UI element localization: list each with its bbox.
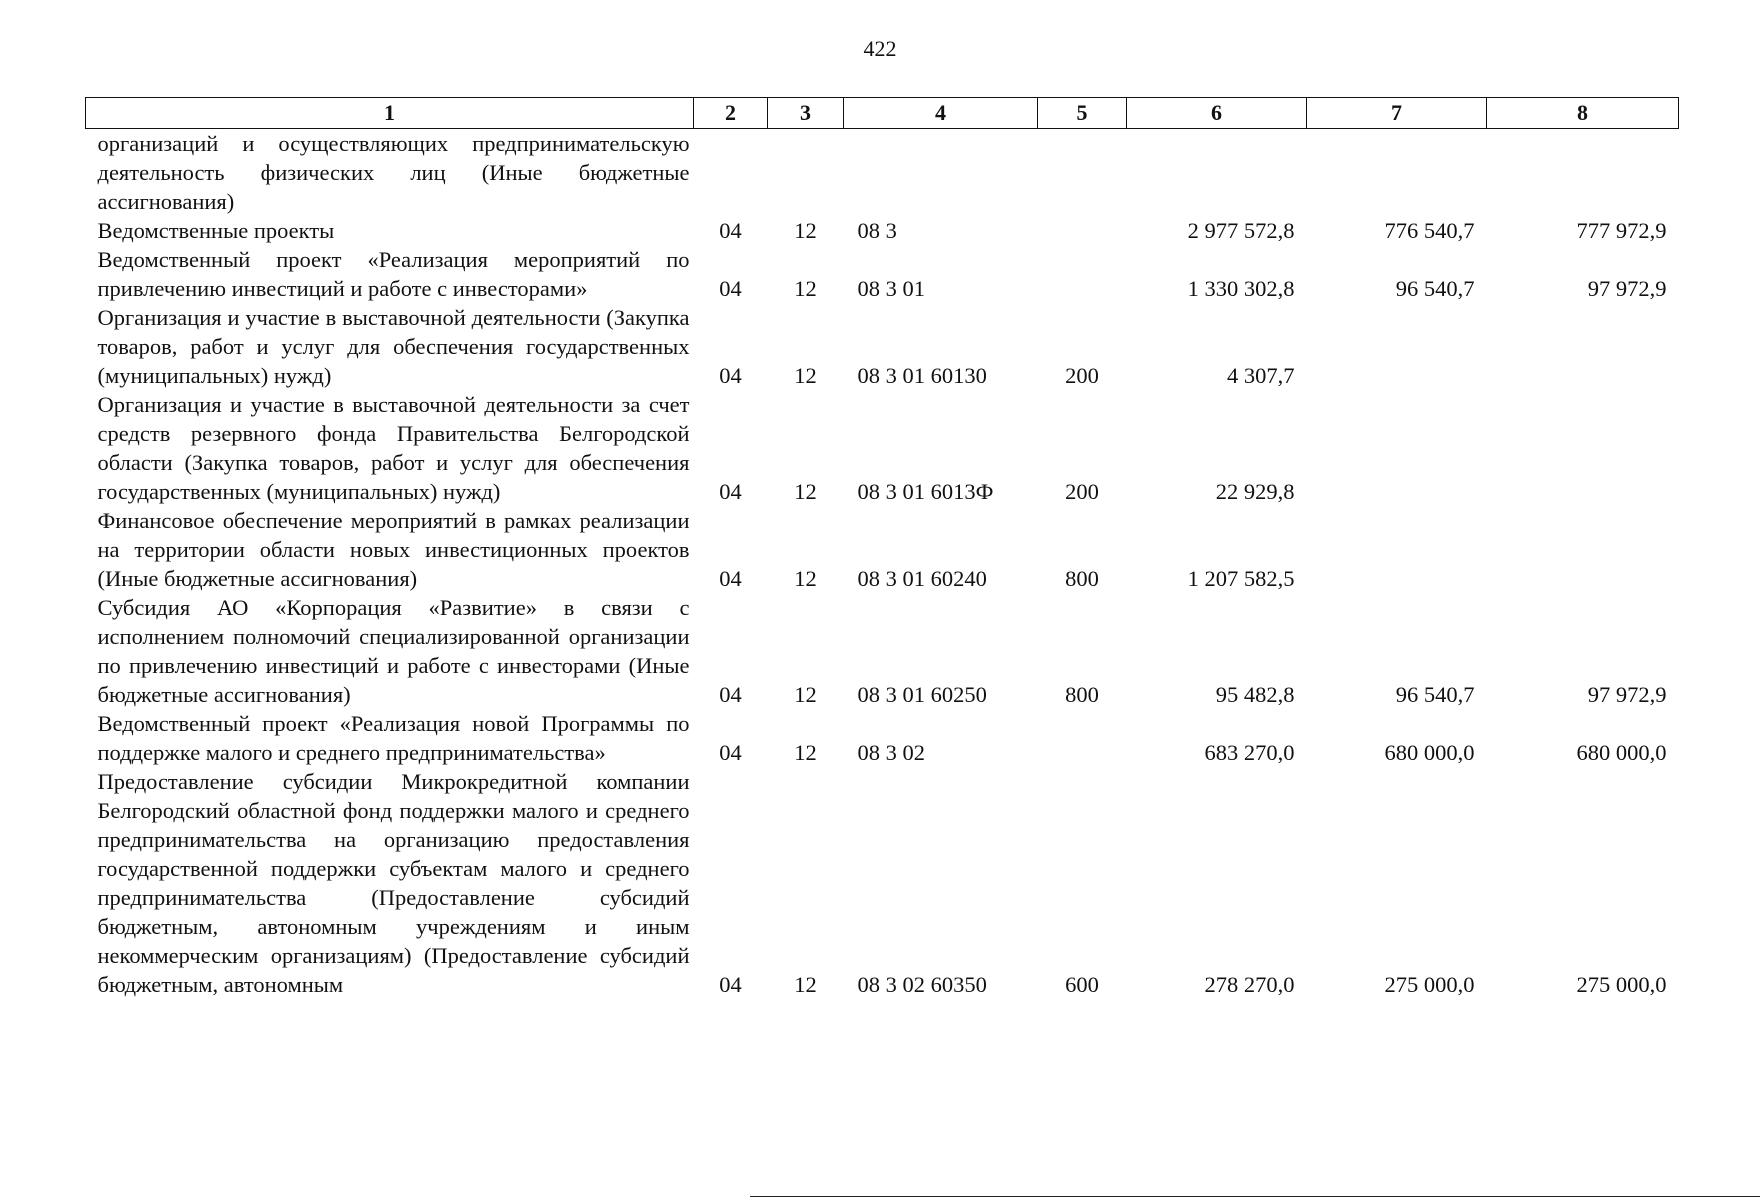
table-row (86, 767, 1679, 999)
row-amount-col7 (1307, 303, 1487, 390)
table-body (86, 129, 1679, 1000)
row-target-article: 08 3 01 60240 (857, 566, 987, 591)
row-amount-col6 (1127, 129, 1307, 217)
table-row (86, 709, 1679, 767)
row-subsection-code: 12 (794, 276, 817, 301)
row-expense-type (1038, 709, 1127, 767)
row-target-article: 08 3 02 60350 (857, 972, 987, 997)
row-subsection-code: 12 (794, 972, 817, 997)
row-description: Организация и участие в выставочной деятельности (Закупка товаров, работ и услуг для обеспечения государственных (муниципальных) нужд) (97, 305, 690, 388)
header-col-1: 1 (86, 98, 694, 129)
table-row (86, 129, 1679, 217)
table-row (86, 216, 1679, 245)
table-row (86, 390, 1679, 506)
row-expense-type: 200 (1065, 479, 1099, 504)
row-section-code: 04 (719, 276, 742, 301)
row-amount-col7: 680 000,0 (1384, 740, 1475, 765)
row-description: Субсидия АО «Корпорация «Развитие» в связи с исполнением полномочий специализированной организации по привлечению инвестиций и работе с инвесторами (Иные бюджетные ассигнования) (97, 595, 690, 707)
row-description: Ведомственные проекты (97, 218, 335, 243)
row-target-article: 08 3 02 (857, 740, 925, 765)
row-expense-type: 800 (1065, 566, 1099, 591)
row-amount-col7 (1307, 506, 1487, 593)
row-amount-col7: 776 540,7 (1384, 218, 1475, 243)
row-subsection-code: 12 (794, 740, 817, 765)
row-amount-col8 (1487, 390, 1679, 506)
row-section-code (694, 129, 768, 217)
row-amount-col6: 1 207 582,5 (1187, 566, 1295, 591)
row-target-article: 08 3 01 60250 (857, 682, 987, 707)
row-amount-col8: 97 972,9 (1587, 276, 1667, 301)
row-subsection-code: 12 (794, 218, 817, 243)
row-amount-col8: 275 000,0 (1576, 972, 1667, 997)
row-amount-col8 (1487, 129, 1679, 217)
table-header (86, 98, 1679, 129)
header-col-4: 4 (844, 98, 1038, 129)
row-target-article (844, 129, 1038, 217)
row-amount-col6: 278 270,0 (1204, 972, 1295, 997)
row-expense-type (1038, 216, 1127, 245)
row-subsection-code: 12 (794, 682, 817, 707)
row-section-code: 04 (719, 566, 742, 591)
row-section-code: 04 (719, 682, 742, 707)
row-expense-type (1038, 245, 1127, 303)
header-col-2: 2 (694, 98, 768, 129)
table-row (86, 303, 1679, 390)
row-description: организаций и осуществляющих предпринимательскую деятельность физических лиц (Иные бюджетные ассигнования) (97, 131, 690, 214)
row-expense-type: 600 (1065, 972, 1099, 997)
header-col-8: 8 (1487, 98, 1679, 129)
row-expense-type (1038, 129, 1127, 217)
budget-table (85, 97, 1679, 999)
row-expense-type: 200 (1065, 363, 1099, 388)
row-subsection-code: 12 (794, 363, 817, 388)
row-amount-col7: 96 540,7 (1395, 682, 1475, 707)
row-amount-col7 (1307, 390, 1487, 506)
row-amount-col6: 22 929,8 (1215, 479, 1295, 504)
header-col-7: 7 (1307, 98, 1487, 129)
row-expense-type: 800 (1065, 682, 1099, 707)
row-amount-col7: 275 000,0 (1384, 972, 1475, 997)
table-row (86, 506, 1679, 593)
header-col-6: 6 (1127, 98, 1307, 129)
row-description: Предоставление субсидии Микрокредитной компании Белгородский областной фонд поддержки малого и среднего предпринимательства на организацию предоставления государственной поддержки субъектам малого и среднего предпринимательства (Предоставление субсидий бюджетным, автономным учреждениям и иным некоммерческим организациям) (Предоставление субсидий бюджетным, автономным (97, 769, 690, 997)
row-section-code: 04 (719, 740, 742, 765)
page-number: 422 (863, 36, 897, 61)
row-target-article: 08 3 01 60130 (857, 363, 987, 388)
row-amount-col6: 1 330 302,8 (1187, 276, 1295, 301)
footer-rule (750, 1196, 1760, 1197)
row-amount-col8: 97 972,9 (1587, 682, 1667, 707)
row-amount-col6: 683 270,0 (1204, 740, 1295, 765)
row-section-code: 04 (719, 972, 742, 997)
row-target-article: 08 3 01 6013Ф (857, 479, 994, 504)
row-subsection-code (768, 129, 844, 217)
row-subsection-code: 12 (794, 566, 817, 591)
row-description: Финансовое обеспечение мероприятий в рамках реализации на территории области новых инвестиционных проектов (Иные бюджетные ассигнования) (97, 508, 690, 591)
row-section-code: 04 (719, 218, 742, 243)
row-amount-col7: 96 540,7 (1395, 276, 1475, 301)
header-col-3: 3 (768, 98, 844, 129)
row-amount-col7 (1307, 129, 1487, 217)
row-amount-col6: 4 307,7 (1227, 363, 1295, 388)
row-amount-col8: 777 972,9 (1576, 218, 1667, 243)
row-amount-col8 (1487, 303, 1679, 390)
row-target-article: 08 3 01 (857, 276, 925, 301)
row-description: Организация и участие в выставочной деятельности за счет средств резервного фонда Правительства Белгородской области (Закупка товаров, работ и услуг для обеспечения государственных (муниципальных) нужд) (97, 392, 690, 504)
table-row (86, 245, 1679, 303)
row-amount-col8: 680 000,0 (1576, 740, 1667, 765)
row-amount-col6: 95 482,8 (1215, 682, 1295, 707)
row-amount-col6: 2 977 572,8 (1187, 218, 1295, 243)
header-row (86, 98, 1679, 129)
table-row (86, 593, 1679, 709)
row-amount-col8 (1487, 506, 1679, 593)
row-section-code: 04 (719, 363, 742, 388)
row-description: Ведомственный проект «Реализация новой Программы по поддержке малого и среднего предпринимательства» (97, 711, 690, 765)
row-description: Ведомственный проект «Реализация мероприятий по привлечению инвестиций и работе с инвесторами» (97, 247, 690, 301)
header-col-5: 5 (1038, 98, 1127, 129)
row-section-code: 04 (719, 479, 742, 504)
row-subsection-code: 12 (794, 479, 817, 504)
row-target-article: 08 3 (857, 218, 897, 243)
